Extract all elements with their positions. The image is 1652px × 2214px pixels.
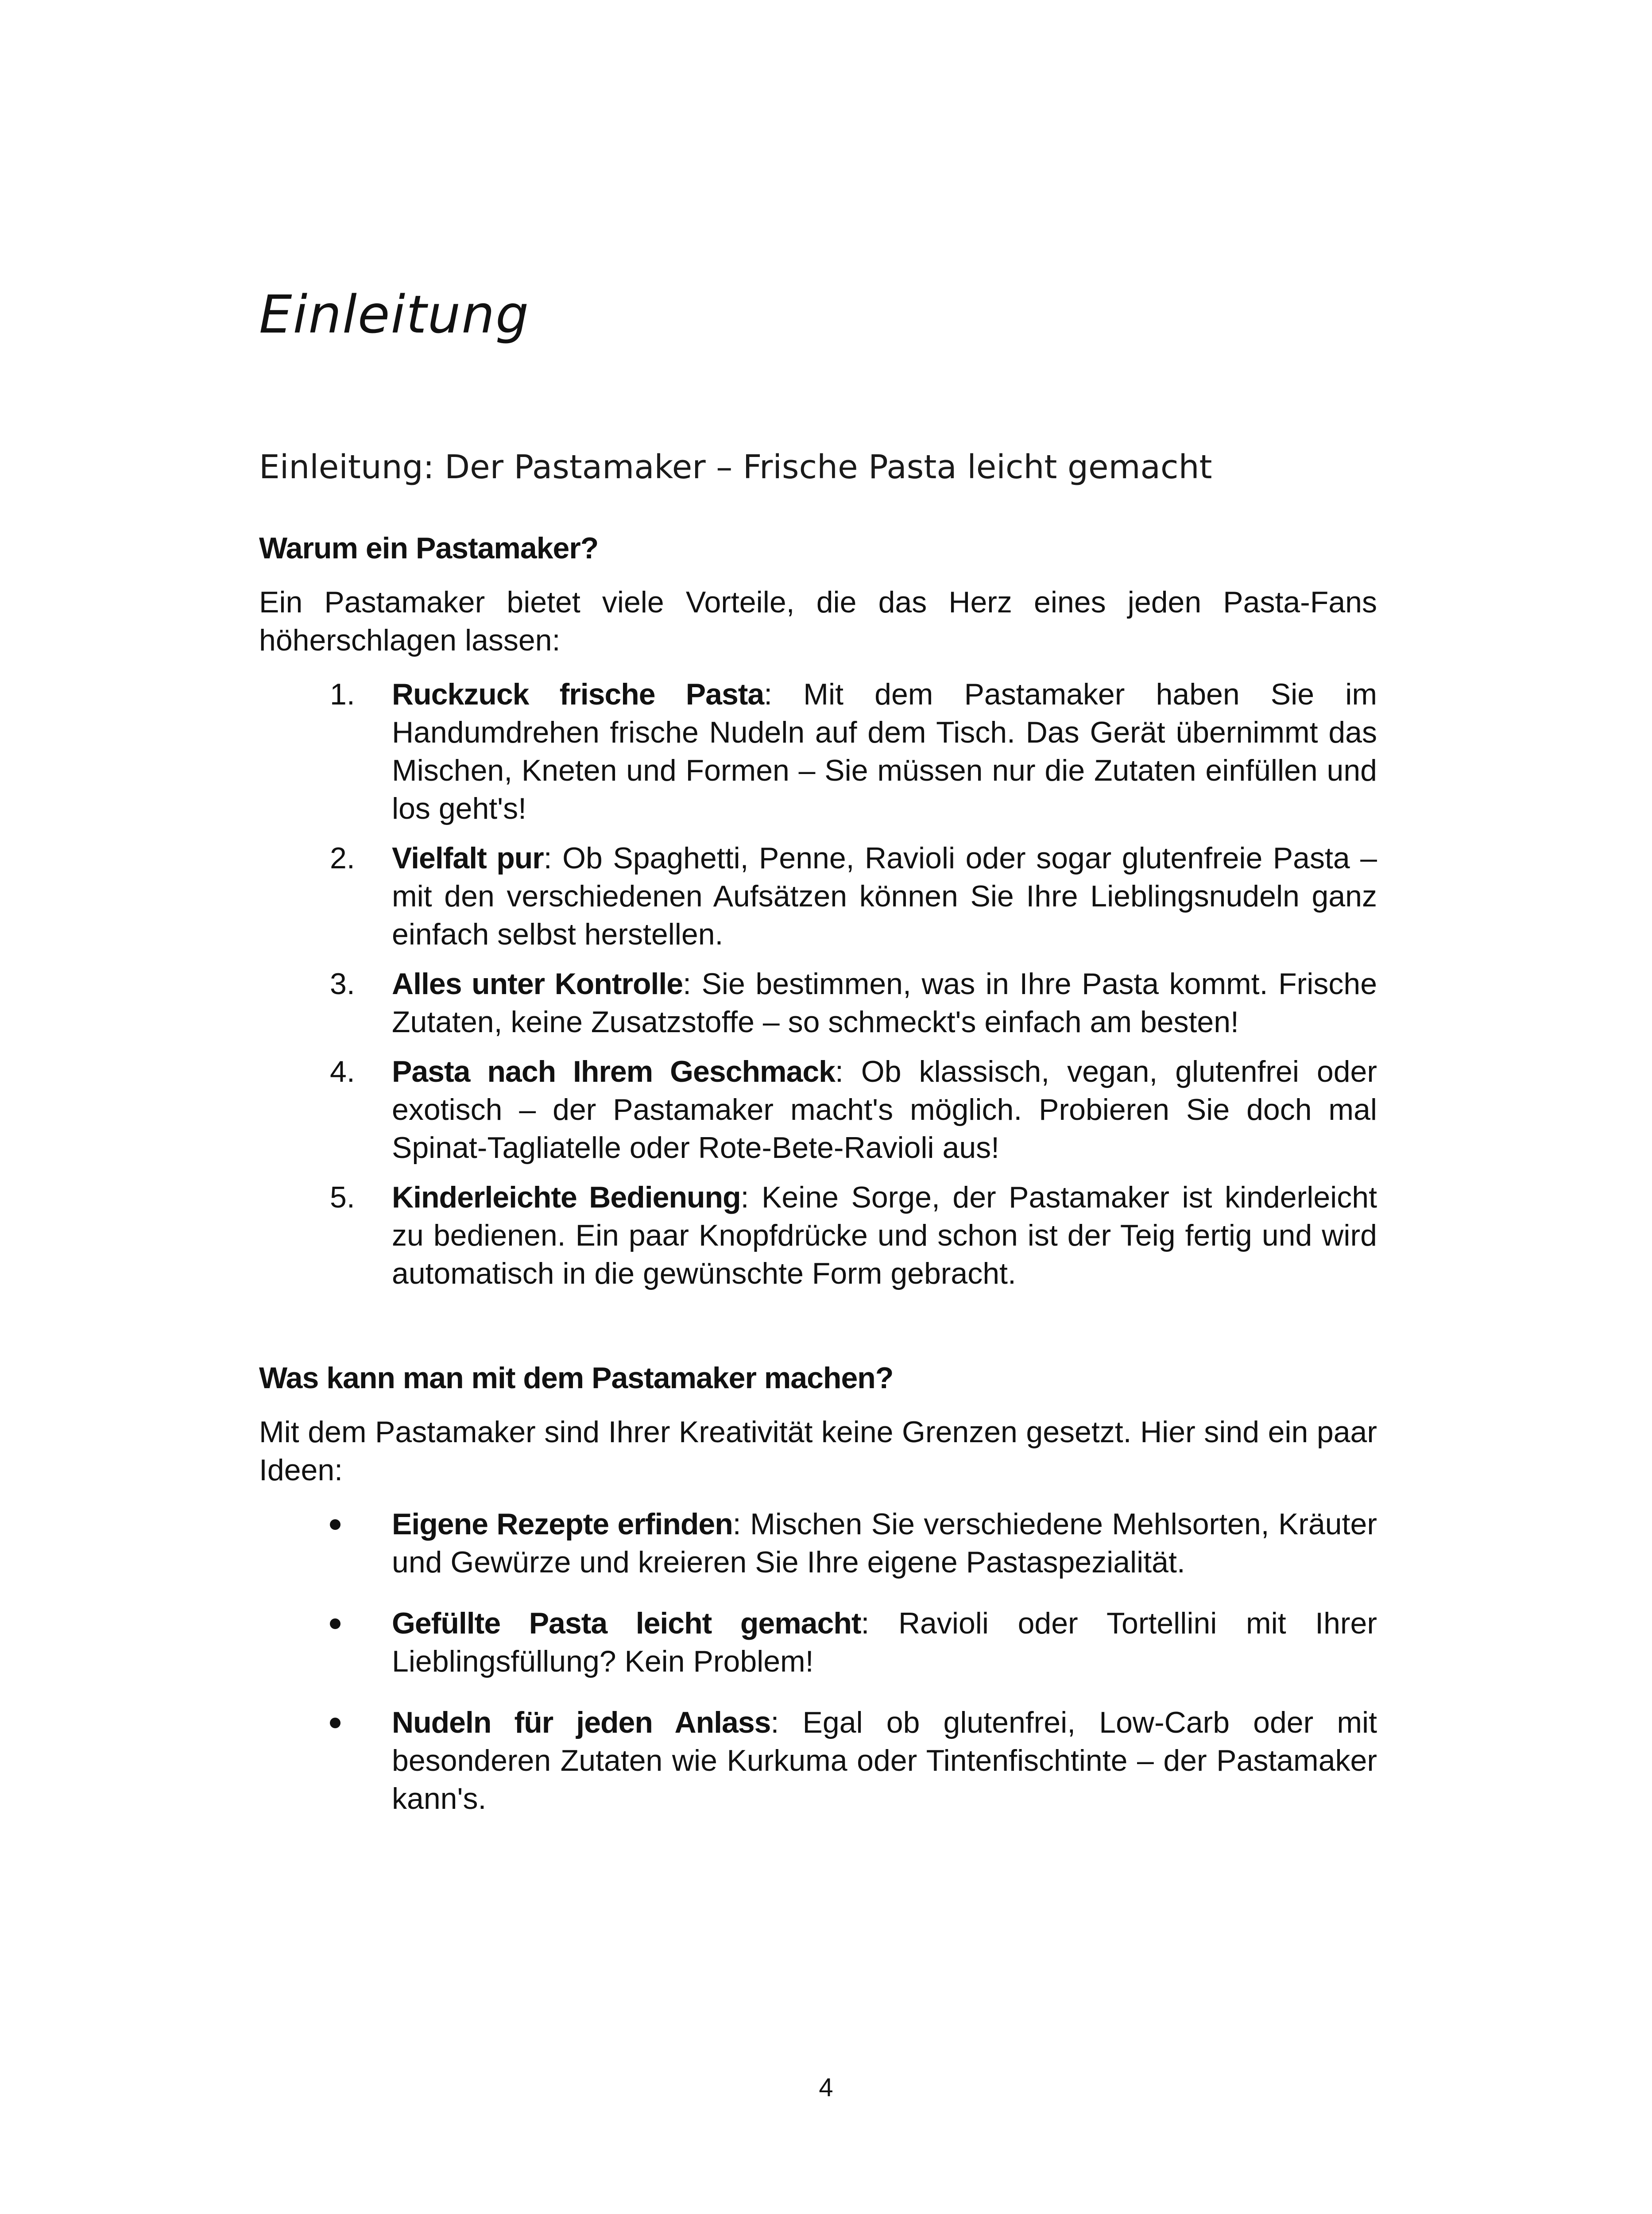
page-number: 4	[819, 2073, 833, 2102]
section-heading: Was kann man mit dem Pastamaker machen?	[259, 1361, 894, 1395]
list-item	[259, 675, 1377, 828]
list-item-text: : Ravioli oder Tortellini mit Ihrer Lieblingsfüllung? Kein Problem!	[392, 1606, 1377, 1678]
list-item-term: Ruckzuck frische Pasta	[392, 677, 764, 711]
section-intro: Mit dem Pastamaker sind Ihrer Kreativität keine Grenzen gesetzt. Hier sind ein paar Ideen:	[259, 1415, 1377, 1487]
page-content	[259, 445, 1377, 1841]
bullet-dot-icon	[330, 1618, 340, 1629]
list-item-text: : Ob klassisch, vegan, glutenfrei oder exotisch – der Pastamaker macht's möglich. Probieren Sie doch mal Spinat-Tagliatelle oder Rote-Bete-Ravioli aus!	[392, 1055, 1377, 1165]
list-item-text: : Keine Sorge, der Pastamaker ist kinderleicht zu bedienen. Ein paar Knopfdrücke und schon ist der Teig fertig und wird automatisch in die gewünschte Form gebracht.	[392, 1181, 1377, 1290]
page-subtitle: Einleitung: Der Pastamaker – Frische Pasta leicht gemacht	[259, 448, 1212, 486]
list-item	[259, 1604, 1377, 1680]
list-item-term: Gefüllte Pasta leicht gemacht	[392, 1606, 861, 1640]
list-item	[259, 965, 1377, 1041]
list-item-text: : Egal ob glutenfrei, Low-Carb oder mit besonderen Zutaten wie Kurkuma oder Tintenfischtinte – der Pastamaker kann's.	[392, 1706, 1377, 1815]
list-item-term: Vielfalt pur	[392, 841, 544, 875]
list-item	[259, 839, 1377, 953]
list-item	[259, 1178, 1377, 1293]
section-intro: Ein Pastamaker bietet viele Vorteile, die das Herz eines jeden Pasta-Fans höherschlagen lassen:	[259, 585, 1377, 657]
list-item-text: : Mischen Sie verschiedene Mehlsorten, Kräuter und Gewürze und kreieren Sie Ihre eigene Pastaspezialität.	[392, 1507, 1377, 1579]
list-item-term: Eigene Rezepte erfinden	[392, 1507, 733, 1541]
list-item-text: : Ob Spaghetti, Penne, Ravioli oder sogar glutenfreie Pasta – mit den verschiedenen Aufsätzen können Sie Ihre Lieblingsnudeln ganz einfach selbst herstellen.	[392, 841, 1377, 951]
section-what-can-you-make	[259, 1359, 1377, 1818]
list-number: 3.	[330, 967, 355, 1001]
list-item	[259, 1505, 1377, 1581]
list-item-term: Alles unter Kontrolle	[392, 967, 683, 1001]
bullet-list	[259, 1505, 1377, 1818]
list-number: 2.	[330, 841, 355, 875]
bullet-dot-icon	[330, 1718, 340, 1728]
list-item-term: Kinderleichte Bedienung	[392, 1181, 741, 1214]
list-item-text: : Sie bestimmen, was in Ihre Pasta kommt. Frische Zutaten, keine Zusatzstoffe – so schmeckt's einfach am besten!	[392, 967, 1377, 1039]
list-item-term: Pasta nach Ihrem Geschmack	[392, 1055, 835, 1088]
list-item	[259, 1703, 1377, 1818]
list-number: 4.	[330, 1055, 355, 1088]
chapter-title: Einleitung	[259, 284, 530, 345]
bullet-dot-icon	[330, 1519, 340, 1530]
list-number: 5.	[330, 1181, 355, 1214]
section-heading: Warum ein Pastamaker?	[259, 531, 599, 565]
list-item	[259, 1053, 1377, 1167]
list-item-text: : Mit dem Pastamaker haben Sie im Handumdrehen frische Nudeln auf dem Tisch. Das Gerät übernimmt das Mischen, Kneten und Formen – Sie müssen nur die Zutaten einfüllen und los geht's!	[392, 677, 1377, 825]
list-number: 1.	[330, 677, 355, 711]
section-why-pastamaker	[259, 529, 1377, 1293]
numbered-list	[259, 675, 1377, 1293]
list-item-term: Nudeln für jeden Anlass	[392, 1706, 771, 1739]
